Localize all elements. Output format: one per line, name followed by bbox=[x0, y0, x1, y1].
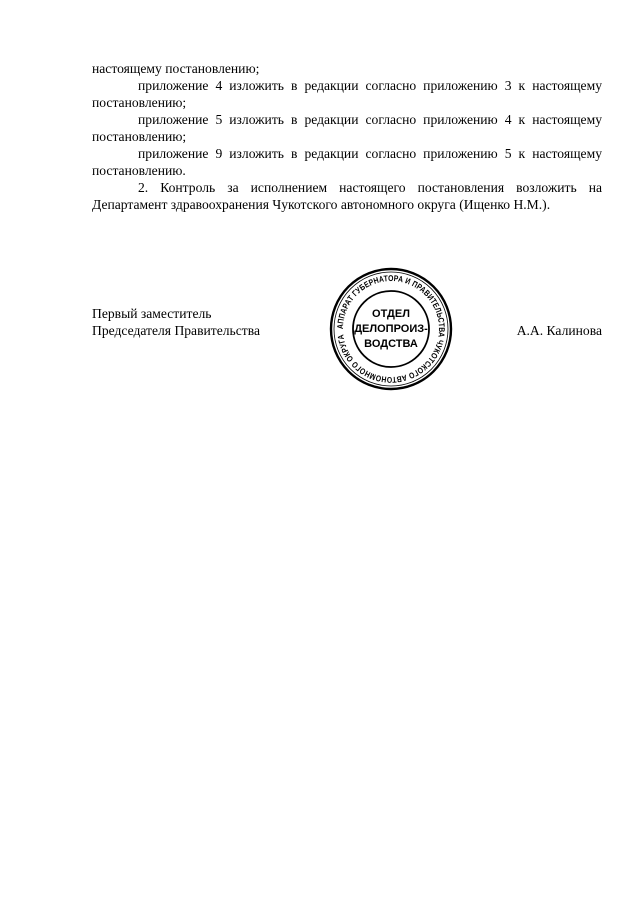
document-body bbox=[92, 60, 602, 213]
stamp-center-line3: ВОДСТВА bbox=[364, 338, 418, 350]
official-stamp bbox=[327, 265, 455, 393]
paragraph-control: 2. Контроль за исполнением настоящего постановления возложить на Департамент здравоохранения Чукотского автономного округа (Ищенко Н.М.). bbox=[92, 180, 602, 212]
paragraph-appendix-9: приложение 9 изложить в редакции согласно приложению 5 к настоящему постановлению. bbox=[92, 146, 602, 178]
paragraph-appendix-4: приложение 4 изложить в редакции согласно приложению 3 к настоящему постановлению; bbox=[92, 78, 602, 110]
paragraph-continuation: настоящему постановлению; bbox=[92, 61, 260, 76]
stamp-seal-graphic bbox=[327, 265, 455, 393]
signatory-position-line1: Первый заместитель bbox=[92, 306, 212, 321]
signatory-position-line2: Председателя Правительства bbox=[92, 323, 260, 338]
paragraph-appendix-5: приложение 5 изложить в редакции согласно приложению 4 к настоящему постановлению; bbox=[92, 112, 602, 144]
stamp-center-line1: ОТДЕЛ bbox=[372, 308, 410, 320]
stamp-center-line2: ДЕЛОПРОИЗ- bbox=[354, 323, 428, 335]
stamp-ring-text: АППАРАТ ГУБЕРНАТОРА И ПРАВИТЕЛЬСТВА ЧУКОТСКОГО АВТОНОМНОГО ОКРУГА bbox=[334, 272, 448, 386]
signatory-name: А.А. Калинова bbox=[516, 323, 602, 338]
